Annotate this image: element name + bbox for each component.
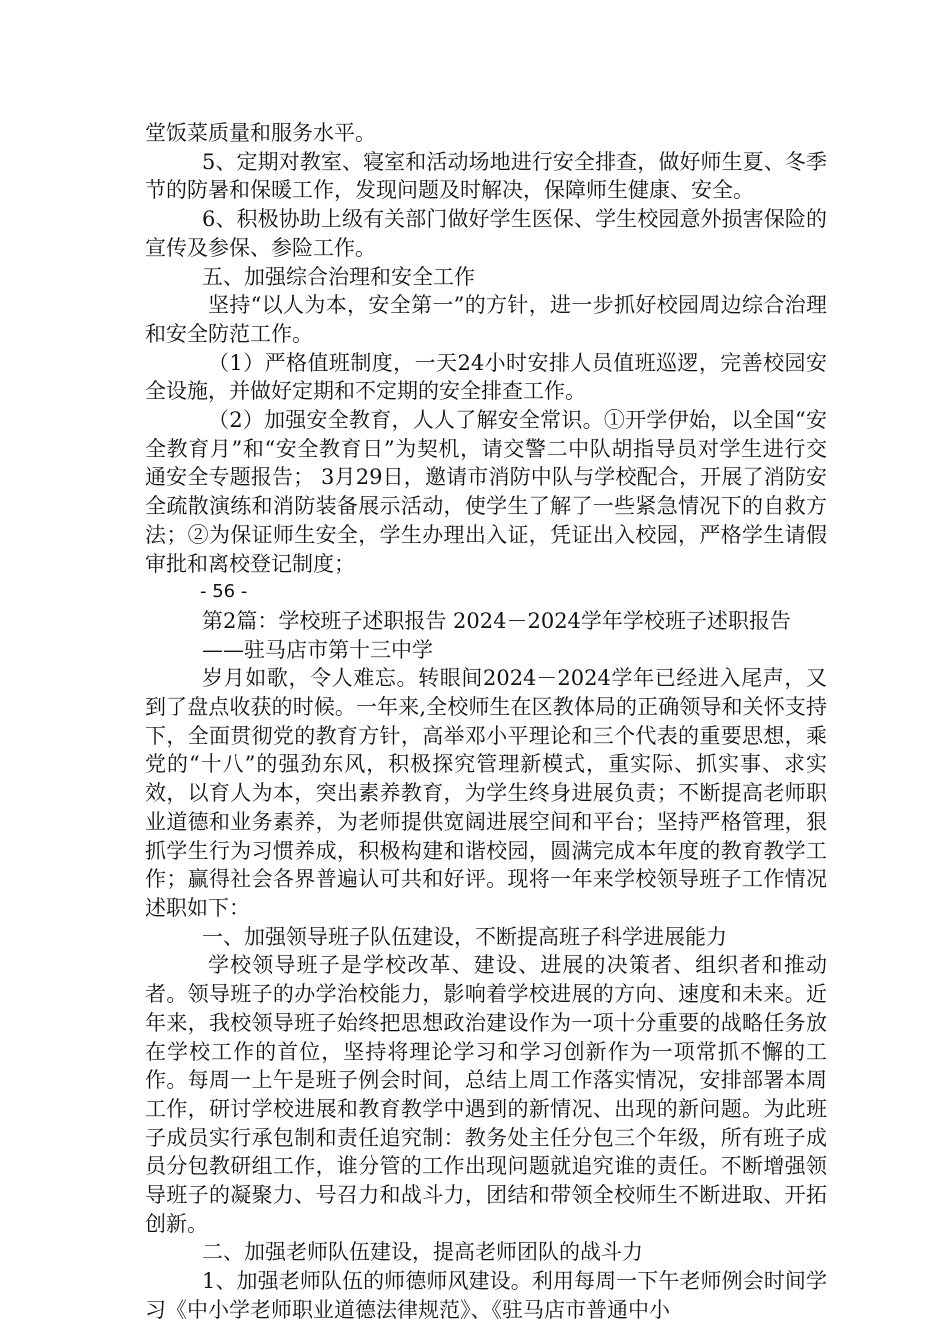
document-body (145, 119, 827, 1325)
paragraph-safety-education: （2）加强安全教育，人人了解安全常识。①开学伊始，以全国“安全教育月”和“安全教育日”为契机，请交警二中队胡指导员对学生进行交通安全专题报告； 3月29日，邀请市消防中队与学校配合，开展了消防安全疏散演练和消防装备展示活动，使学生了解了一些紧急情况下的自救方法；②为保证师生安全，学生办理出入证，凭证出入校园，严格学生请假审批和离校登记制度； (145, 408, 827, 576)
paragraph-item-5: 5、定期对教室、寝室和活动场地进行安全排查，做好师生夏、冬季节的防暑和保暖工作，发现问题及时解决，保障师生健康、安全。 (145, 149, 827, 203)
paragraph-canteen-quality: 堂饭菜质量和服务水平。 (145, 121, 376, 145)
paragraph-teacher-ethics: 1、加强老师队伍的师德师风建设。利用每周一下午老师例会时间学习《中小学老师职业道德法律规范》、《驻马店市普通中小 (145, 1269, 827, 1322)
report-school: ——驻马店市第十三中学 (202, 637, 433, 662)
section-heading-5: 五、加强综合治理和安全工作 (202, 264, 475, 289)
report-title: 第2篇：学校班子述职报告 2024－2024学年学校班子述职报告 (202, 608, 791, 633)
page-number: - 56 - (200, 581, 248, 603)
paragraph-intro: 岁月如歌，令人难忘。转眼间2024－2024学年已经进入尾声，又到了盘点收获的时候。一年来,全校师生在区教体局的正确领导和关怀支持下，全面贯彻党的教育方针，高举邓小平理论和三个代表的重要思想，乘党的“十八”的强劲东风，积极探究管理新模式，重实际、抓实事、求实效，以育人为本，突出素养教育，为学生终身进展负责；不断提高老师职业道德和业务素养，为老师提供宽阔进展空间和平台；坚持严格管理，狠抓学生行为习惯养成，积极构建和谐校园，圆满完成本年度的教育教学工作；赢得社会各界普遍认可共和好评。现将一年来学校领导班子工作情况述职如下： (145, 666, 827, 920)
section-heading-2: 二、加强老师队伍建设，提高老师团队的战斗力 (202, 1240, 643, 1265)
section-heading-1: 一、加强领导班子队伍建设，不断提高班子科学进展能力 (202, 924, 727, 949)
paragraph-leadership: 学校领导班子是学校改革、建设、进展的决策者、组织者和推动者。领导班子的办学治校能力，影响着学校进展的方向、速度和未来。近年来，我校领导班子始终把思想政治建设作为一项十分重要的战略任务放在学校工作的首位，坚持将理论学习和学习创新作为一项常抓不懈的工作。每周一上午是班子例会时间，总结上周工作落实情况，安排部署本周工作，研讨学校进展和教育教学中遇到的新情况、出现的新问题。为此班子成员实行承包制和责任追究制：教务处主任分包三个年级，所有班子成员分包教研组工作，谁分管的工作出现问题就追究谁的责任。不断增强领导班子的凝聚力、号召力和战斗力，团结和带领全校师生不断进取、开拓创新。 (145, 953, 827, 1236)
paragraph-safety-policy: 坚持“以人为本，安全第一”的方针，进一步抓好校园周边综合治理和安全防范工作。 (145, 293, 827, 346)
paragraph-item-6: 6、积极协助上级有关部门做好学生医保、学生校园意外损害保险的宣传及参保、参险工作。 (145, 207, 827, 260)
paragraph-duty-system: （1）严格值班制度，一天24小时安排人员值班巡逻，完善校园安全设施，并做好定期和不定期的安全排查工作。 (145, 350, 827, 404)
